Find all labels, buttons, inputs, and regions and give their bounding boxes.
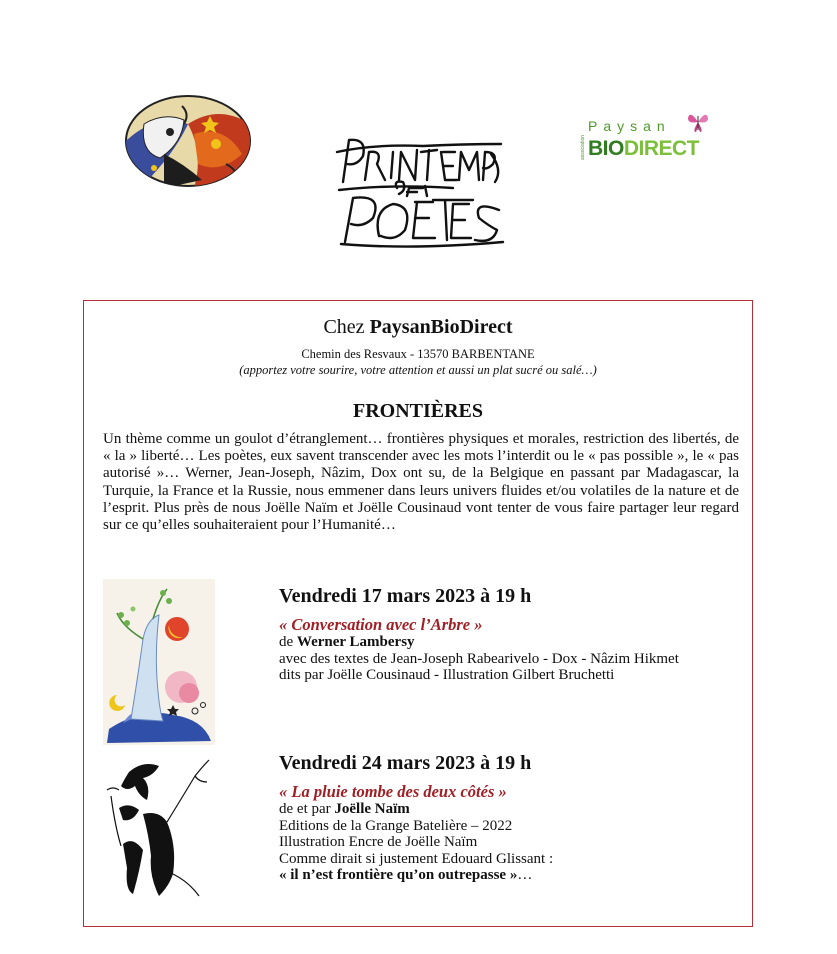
event-1-line-texts: avec des textes de Jean-Joseph Rabearivelo - Dox - Nâzim Hikmet [279,650,679,667]
venue-prefix: Chez [323,316,370,338]
printemps-des-poetes-logo [333,130,505,252]
logo-direct-text: DIRECT [623,137,700,160]
event-2-quote-tail: … [517,867,533,883]
event-2-work-title: « La pluie tombe des deux côtés » [279,782,507,801]
event-2-quote [279,867,739,884]
event-2-date: Vendredi 24 mars 2023 à 19 h [279,752,532,774]
logo-side-text: association [580,134,586,160]
event-1 [279,584,739,684]
logo-paysan-text: Paysan [588,118,671,134]
event-2-author [279,801,739,818]
logo-biodirect-text [588,137,699,161]
event-2-author-name: Joëlle Naïm [334,801,410,817]
event-2-line-publisher: Editions de la Grange Batelière – 2022 [279,817,513,834]
venue-note: (apportez votre sourire, votre attention et aussi un plat sucré ou salé…) [239,363,597,377]
event-1-date: Vendredi 17 mars 2023 à 19 h [279,585,532,607]
oval-artwork-logo [124,94,252,188]
venue-title [84,316,752,339]
event-2 [279,751,739,884]
event-2-line-illustration: Illustration Encre de Joëlle Naïm [279,834,478,850]
ink-figure-illustration [99,756,217,904]
butterfly-icon [686,110,710,134]
event-2-author-prefix: de et par [279,801,335,817]
event-1-line-readers: dits par Joëlle Cousinaud - Illustration Gilbert Bruchetti [279,667,615,683]
event-1-author-name: Werner Lambersy [296,634,415,650]
event-1-work-title: « Conversation avec l’Arbre » [279,615,483,634]
venue-address: Chemin des Resvaux - 13570 BARBENTANE [301,347,535,361]
tree-illustration [103,579,215,745]
event-1-author-prefix: de [279,634,297,650]
venue-name: PaysanBioDirect [369,316,513,338]
theme-intro: Un thème comme un goulot d’étranglement… frontières physiques et morales, restriction des libertés, de « la » liberté… Les poètes, eux savent transcender avec les mots l’interdit ou le « pas possible », le « pas autorisé »… Werner, Jean-Joseph, Nâzim, Dox ont su, de la Belgique en passant par Madagascar, la Turquie, la France et la Russie, nous emmener dans leurs univers fluides et/ou volatiles de la nature et de l’esprit. Plus près de nous Joëlle Naïm et Joëlle Cousinaud vont tenter de vous faire partager leur regard sur ce qu’elles souhaiteraient pour l’Humanité… [103,431,739,534]
event-1-author [279,634,739,651]
theme-title: FRONTIÈRES [352,400,484,422]
paysan-biodirect-logo [580,110,710,166]
event-2-quote-text: « il n’est frontière qu’on outrepasse » [279,867,518,883]
event-frame [83,300,753,927]
event-2-line-quote-intro: Comme dirait si justement Edouard Glissant : [279,850,554,867]
logo-bio-text: BIO [588,137,624,160]
